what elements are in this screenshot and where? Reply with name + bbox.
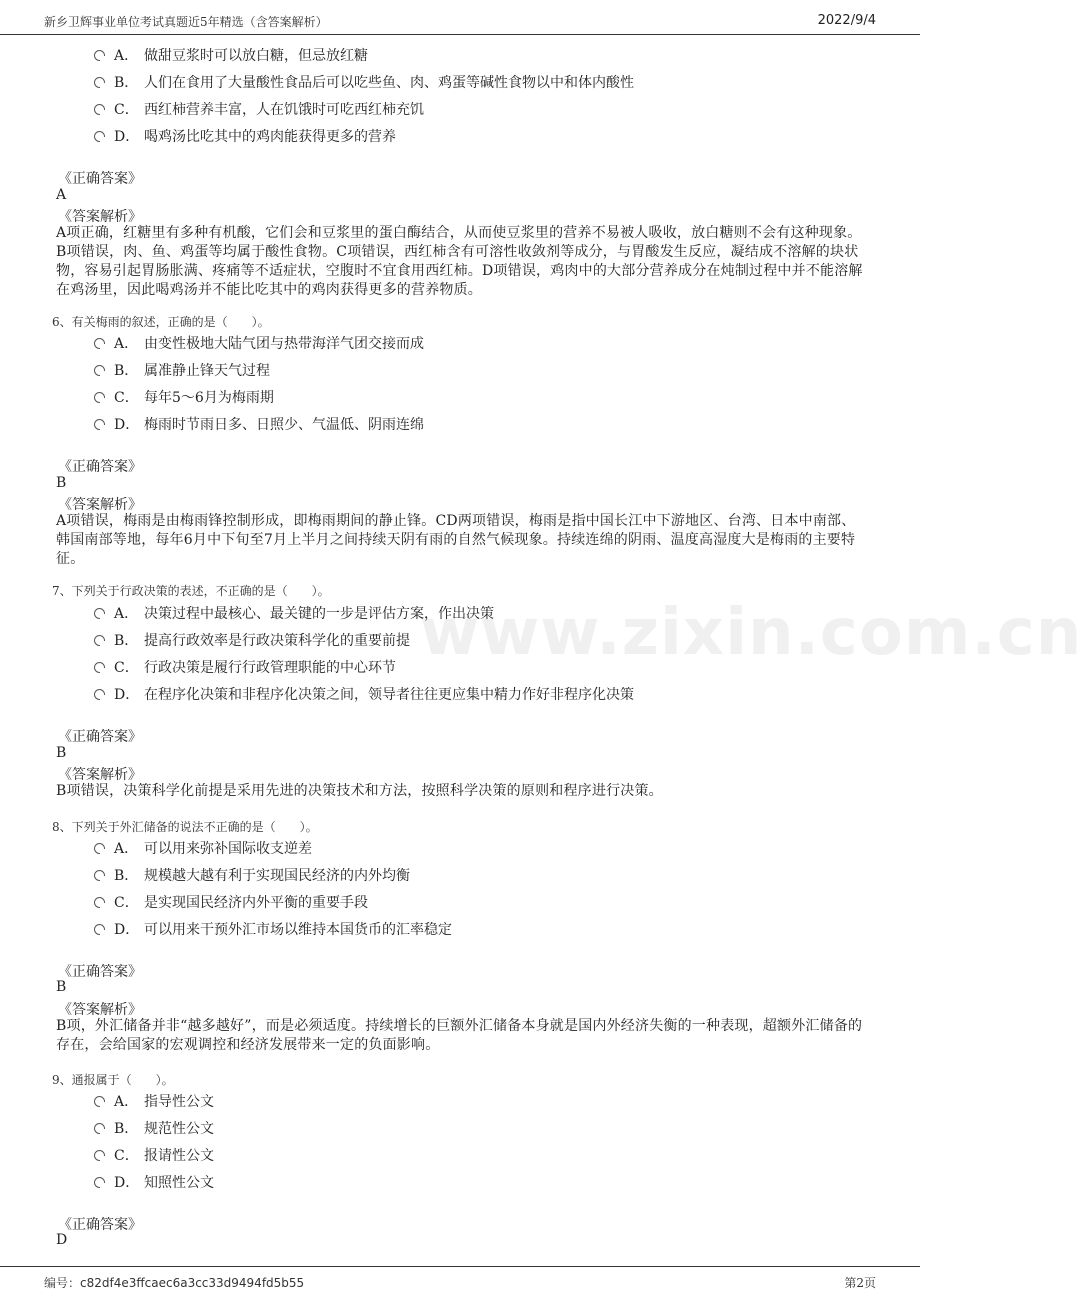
watermark: www.zixin.com.cn [420, 596, 1082, 670]
correct-answer: B [56, 745, 67, 761]
option-letter: A． [114, 841, 139, 857]
radio-icon[interactable] [94, 392, 105, 403]
option-text: 指导性公文 [144, 1094, 214, 1110]
radio-icon[interactable] [94, 843, 105, 854]
radio-icon[interactable] [94, 635, 105, 646]
analysis-label: 《答案解析》 [58, 767, 142, 783]
option-text: 行政决策是履行行政管理职能的中心环节 [144, 660, 396, 676]
option-text: 规模越大越有利于实现国民经济的内外均衡 [144, 868, 410, 884]
document-code-value: c82df4e3ffcaec6a3cc33d9494fd5b55 [80, 1276, 305, 1290]
option-letter: D． [114, 687, 140, 703]
option-letter: B． [114, 1121, 139, 1137]
option-text: 知照性公文 [144, 1175, 214, 1191]
radio-icon[interactable] [94, 1150, 105, 1161]
option-text: 可以用来干预外汇市场以维持本国货币的汇率稳定 [144, 922, 452, 938]
page-footer [0, 1266, 920, 1303]
radio-icon[interactable] [94, 131, 105, 142]
radio-icon[interactable] [94, 365, 105, 376]
analysis-text: B项，外汇储备并非“越多越好”，而是必须适度。持续增长的巨额外汇储备本身就是国内外经济失衡的一种表现，超额外汇储备的存在，会给国家的宏观调控和经济发展带来一定的负面影响。 [56, 1018, 863, 1053]
radio-icon[interactable] [94, 1123, 105, 1134]
option-letter: A． [114, 48, 139, 64]
document-title: 新乡卫辉事业单位考试真题近5年精选（含答案解析） [44, 15, 328, 29]
document-code [44, 1274, 304, 1291]
option-letter: D． [114, 1175, 140, 1191]
question-text: 6、有关梅雨的叙述，正确的是（ ）。 [52, 315, 270, 329]
radio-icon[interactable] [94, 104, 105, 115]
option-letter: A． [114, 336, 139, 352]
analysis-text: A项正确，红糖里有多种有机酸，它们会和豆浆里的蛋白酶结合，从而使豆浆里的营养不易被人吸收，放白糖则不会有这种现象。B项错误，肉、鱼、鸡蛋等均属于酸性食物。C项错误，西红柿含有可溶性收敛剂等成分，与胃酸发生反应，凝结成不溶解的块状物，容易引起胃肠胀满、疼痛等不适症状，空腹时不宜食用西红柿。D项错误，鸡肉中的大部分营养成分在炖制过程中并不能溶解在鸡汤里，因此喝鸡汤并不能比吃其中的鸡肉获得更多的营养物质。 [56, 225, 863, 298]
radio-icon[interactable] [94, 1096, 105, 1107]
question-text: 7、下列关于行政决策的表述，不正确的是（ ）。 [52, 584, 330, 598]
correct-answer-label: 《正确答案》 [58, 459, 142, 475]
question-text: 9、通报属于（ ）。 [52, 1073, 174, 1087]
option-letter: D． [114, 417, 140, 433]
page-header [0, 0, 920, 35]
page-number: 第2页 [844, 1276, 876, 1290]
analysis-label: 《答案解析》 [58, 1002, 142, 1018]
correct-answer-label: 《正确答案》 [58, 171, 142, 187]
analysis-label: 《答案解析》 [58, 209, 142, 225]
correct-answer-label: 《正确答案》 [58, 964, 142, 980]
option-letter: C． [114, 660, 139, 676]
radio-icon[interactable] [94, 419, 105, 430]
option-letter: B． [114, 363, 139, 379]
analysis-text: A项错误，梅雨是由梅雨锋控制形成，即梅雨期间的静止锋。CD两项错误，梅雨是指中国长江中下游地区、台湾、日本中南部、韩国南部等地，每年6月中下旬至7月上半月之间持续天阴有雨的自然气候现象。持续连绵的阴雨、温度高湿度大是梅雨的主要特征。 [56, 513, 856, 567]
option-letter: B． [114, 633, 139, 649]
option-text: 西红柿营养丰富，人在饥饿时可吃西红柿充饥 [144, 102, 424, 118]
analysis-label: 《答案解析》 [58, 497, 142, 513]
option-text: 提高行政效率是行政决策科学化的重要前提 [144, 633, 410, 649]
option-text: 可以用来弥补国际收支逆差 [144, 841, 312, 857]
question-text: 8、下列关于外汇储备的说法不正确的是（ ）。 [52, 820, 318, 834]
option-letter: C． [114, 1148, 139, 1164]
option-text: 人们在食用了大量酸性食品后可以吃些鱼、肉、鸡蛋等碱性食物以中和体内酸性 [144, 75, 634, 91]
option-letter: B． [114, 75, 139, 91]
correct-answer-label: 《正确答案》 [58, 729, 142, 745]
option-letter: B． [114, 868, 139, 884]
document-date: 2022/9/4 [817, 13, 876, 28]
option-text: 报请性公文 [144, 1148, 214, 1164]
analysis-text: B项错误，决策科学化前提是采用先进的决策技术和方法，按照科学决策的原则和程序进行决策。 [56, 783, 663, 799]
option-text: 喝鸡汤比吃其中的鸡肉能获得更多的营养 [144, 129, 396, 145]
option-letter: C． [114, 895, 139, 911]
correct-answer-label: 《正确答案》 [58, 1217, 142, 1233]
radio-icon[interactable] [94, 924, 105, 935]
option-text: 决策过程中最核心、最关键的一步是评估方案，作出决策 [144, 606, 494, 622]
option-text: 规范性公文 [144, 1121, 214, 1137]
correct-answer: B [56, 979, 67, 995]
radio-icon[interactable] [94, 608, 105, 619]
option-text: 是实现国民经济内外平衡的重要手段 [144, 895, 368, 911]
correct-answer: B [56, 475, 67, 491]
radio-icon[interactable] [94, 662, 105, 673]
option-letter: D． [114, 922, 140, 938]
option-text: 属准静止锋天气过程 [144, 363, 270, 379]
option-text: 做甜豆浆时可以放白糖，但忌放红糖 [144, 48, 368, 64]
option-letter: A． [114, 606, 139, 622]
radio-icon[interactable] [94, 77, 105, 88]
radio-icon[interactable] [94, 1177, 105, 1188]
correct-answer: A [56, 187, 67, 203]
radio-icon[interactable] [94, 338, 105, 349]
option-letter: A． [114, 1094, 139, 1110]
radio-icon[interactable] [94, 50, 105, 61]
option-text: 每年5～6月为梅雨期 [144, 390, 274, 406]
radio-icon[interactable] [94, 870, 105, 881]
option-letter: C． [114, 102, 139, 118]
document-code-label: 编号： [44, 1276, 81, 1290]
radio-icon[interactable] [94, 689, 105, 700]
radio-icon[interactable] [94, 897, 105, 908]
option-letter: C． [114, 390, 139, 406]
option-text: 梅雨时节雨日多、日照少、气温低、阴雨连绵 [144, 417, 424, 433]
option-letter: D． [114, 129, 140, 145]
option-text: 在程序化决策和非程序化决策之间，领导者往往更应集中精力作好非程序化决策 [144, 687, 634, 703]
option-text: 由变性极地大陆气团与热带海洋气团交接而成 [144, 336, 424, 352]
correct-answer: D [56, 1232, 68, 1248]
